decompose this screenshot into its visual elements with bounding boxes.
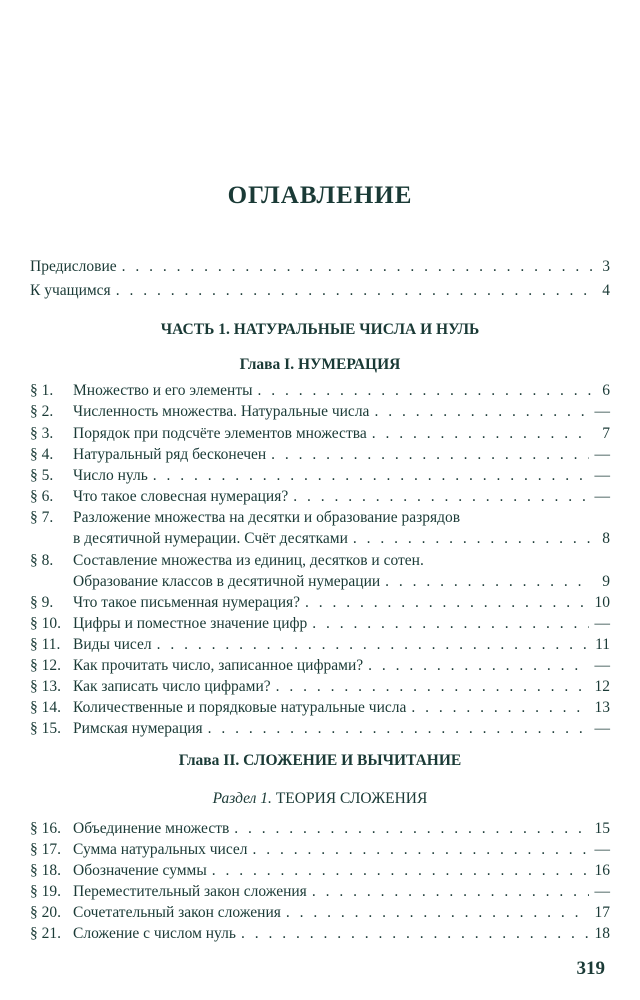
toc-entry[interactable] bbox=[30, 636, 610, 654]
toc-entry-page: 6 bbox=[602, 382, 610, 399]
dot-leader bbox=[212, 862, 589, 880]
section-heading bbox=[0, 790, 640, 808]
toc-entry-label: Что такое словесная нумерация? bbox=[73, 488, 289, 505]
toc-entry-continuation[interactable] bbox=[73, 573, 610, 591]
chapter-heading: Глава II. СЛОЖЕНИЕ И ВЫЧИТАНИЕ bbox=[178, 752, 462, 769]
dot-leader bbox=[374, 403, 588, 421]
toc-entry-page: 15 bbox=[594, 820, 610, 837]
dot-leader bbox=[258, 382, 592, 400]
toc-entry-page: 11 bbox=[595, 636, 610, 653]
toc-entry-page: — bbox=[594, 657, 610, 674]
section-number: § 8. bbox=[30, 552, 54, 569]
toc-entry[interactable] bbox=[30, 657, 610, 675]
toc-entry-label-cont: Образование классов в десятичной нумерации bbox=[73, 573, 381, 590]
toc-entry-continuation[interactable] bbox=[73, 530, 610, 548]
section-number: § 17. bbox=[30, 841, 61, 858]
section-number: § 16. bbox=[30, 820, 61, 837]
toc-entry-page: 8 bbox=[602, 530, 610, 547]
toc-entry-label-cont: в десятичной нумерации. Счёт десятками bbox=[73, 530, 348, 547]
toc-entry[interactable] bbox=[30, 678, 610, 696]
toc-entry[interactable] bbox=[30, 382, 610, 400]
section-number: § 11. bbox=[30, 636, 61, 653]
toc-entry-page: 12 bbox=[594, 678, 610, 695]
toc-entry-label: Как записать число цифрами? bbox=[73, 678, 271, 695]
toc-entry-label: Разложение множества на десятки и образование разрядов bbox=[73, 509, 461, 526]
section-number: § 19. bbox=[30, 883, 61, 900]
section-title: ТЕОРИЯ СЛОЖЕНИЯ bbox=[275, 790, 428, 807]
dot-leader bbox=[385, 573, 592, 591]
toc-entry-page: — bbox=[594, 615, 610, 632]
toc-entry-label: Сочетательный закон сложения bbox=[73, 904, 281, 921]
section-number: § 20. bbox=[30, 904, 61, 921]
section-number: § 2. bbox=[30, 403, 54, 420]
toc-entry-label: Объединение множеств bbox=[73, 820, 230, 837]
section-number: § 4. bbox=[30, 446, 54, 463]
part-heading: ЧАСТЬ 1. НАТУРАЛЬНЫЕ ЧИСЛА И НУЛЬ bbox=[160, 321, 480, 338]
section-number: § 7. bbox=[30, 509, 54, 526]
dot-leader bbox=[271, 446, 588, 464]
toc-entry-label: Множество и его элементы bbox=[73, 382, 253, 399]
page-number: 319 bbox=[576, 958, 605, 979]
toc-entry[interactable] bbox=[30, 403, 610, 421]
toc-entry-page: — bbox=[594, 883, 610, 900]
section-number: § 1. bbox=[30, 382, 54, 399]
toc-entry[interactable] bbox=[30, 720, 610, 738]
toc-entry-label: Виды чисел bbox=[73, 636, 152, 653]
dot-leader bbox=[276, 678, 589, 696]
toc-entry-label: Число нуль bbox=[73, 467, 148, 484]
toc-entry[interactable] bbox=[30, 904, 610, 922]
toc-entry-page: — bbox=[594, 446, 610, 463]
toc-entry-page: — bbox=[594, 720, 610, 737]
toc-entry-label: Что такое письменная нумерация? bbox=[73, 594, 301, 611]
toc-entry-page: 9 bbox=[602, 573, 610, 590]
dot-leader bbox=[312, 615, 588, 633]
section-number: § 3. bbox=[30, 425, 54, 442]
toc-entry-to-students[interactable] bbox=[30, 282, 610, 300]
toc-entry[interactable] bbox=[30, 594, 610, 612]
dot-leader bbox=[372, 425, 592, 443]
toc-entry[interactable] bbox=[30, 615, 610, 633]
toc-entry-page: 10 bbox=[594, 594, 610, 611]
toc-entry-page: — bbox=[594, 467, 610, 484]
toc-entry-label: Переместительный закон сложения bbox=[73, 883, 307, 900]
toc-entry-label: Сложение с числом нуль bbox=[73, 925, 236, 942]
chapter-heading: Глава I. НУМЕРАЦИЯ bbox=[239, 356, 401, 373]
dot-leader bbox=[153, 467, 589, 485]
dot-leader bbox=[253, 841, 589, 859]
section-number: § 9. bbox=[30, 594, 54, 611]
toc-entry-page: 13 bbox=[594, 699, 610, 716]
section-number: § 6. bbox=[30, 488, 54, 505]
dot-leader bbox=[122, 258, 592, 276]
dot-leader bbox=[293, 488, 588, 506]
toc-entry-label: Составление множества из единиц, десятков и сотен. bbox=[73, 552, 424, 569]
dot-leader bbox=[305, 594, 588, 612]
toc-entry-label: Численность множества. Натуральные числа bbox=[73, 403, 370, 420]
toc-entry-page: 4 bbox=[602, 282, 610, 299]
toc-entry-multiline[interactable] bbox=[30, 509, 460, 527]
dot-leader bbox=[286, 904, 589, 922]
toc-entry-page: 18 bbox=[594, 925, 610, 942]
dot-leader bbox=[208, 720, 589, 738]
toc-entry-page: 16 bbox=[594, 862, 610, 879]
toc-entry-page: 3 bbox=[602, 258, 610, 275]
toc-entry-preface[interactable] bbox=[30, 258, 610, 276]
dot-leader bbox=[353, 530, 592, 548]
section-number: § 21. bbox=[30, 925, 61, 942]
toc-entry-label: Как прочитать число, записанное цифрами? bbox=[73, 657, 364, 674]
toc-entry-label: Натуральный ряд бесконечен bbox=[73, 446, 267, 463]
dot-leader bbox=[116, 282, 592, 300]
section-number: § 5. bbox=[30, 467, 54, 484]
toc-entry[interactable] bbox=[30, 841, 610, 859]
toc-entry-label: Сумма натуральных чисел bbox=[73, 841, 248, 858]
toc-entry-page: 7 bbox=[602, 425, 610, 442]
dot-leader bbox=[234, 820, 588, 838]
section-number: § 15. bbox=[30, 720, 61, 737]
toc-entry-label: Количественные и порядковые натуральные числа bbox=[73, 699, 407, 716]
toc-entry-page: — bbox=[594, 841, 610, 858]
toc-entry-multiline[interactable] bbox=[30, 552, 424, 570]
toc-entry[interactable] bbox=[30, 425, 610, 443]
toc-entry[interactable] bbox=[30, 883, 610, 901]
toc-entry[interactable] bbox=[30, 488, 610, 506]
section-number: § 14. bbox=[30, 699, 61, 716]
toc-entry-page: — bbox=[594, 403, 610, 420]
dot-leader bbox=[157, 636, 589, 654]
section-number: § 12. bbox=[30, 657, 61, 674]
toc-entry[interactable] bbox=[30, 446, 610, 464]
toc-entry-label: К учащимся bbox=[30, 282, 111, 299]
toc-entry[interactable] bbox=[30, 820, 610, 838]
toc-entry-label: Обозначение суммы bbox=[73, 862, 207, 879]
toc-entry[interactable] bbox=[30, 467, 610, 485]
section-number: § 18. bbox=[30, 862, 61, 879]
section-number: § 13. bbox=[30, 678, 61, 695]
toc-entry-page: — bbox=[594, 488, 610, 505]
toc-entry-label: Предисловие bbox=[30, 258, 117, 275]
toc-entry[interactable] bbox=[30, 925, 610, 943]
toc-entry[interactable] bbox=[30, 699, 610, 717]
section-number: § 10. bbox=[30, 615, 61, 632]
toc-entry-label: Римская нумерация bbox=[73, 720, 203, 737]
toc-entry[interactable] bbox=[30, 862, 610, 880]
section-prefix: Раздел 1. bbox=[212, 790, 272, 807]
toc-entry-label: Порядок при подсчёте элементов множества bbox=[73, 425, 367, 442]
dot-leader bbox=[241, 925, 589, 943]
dot-leader bbox=[312, 883, 589, 901]
page-title: ОГЛАВЛЕНИЕ bbox=[227, 182, 413, 209]
toc-entry-page: 17 bbox=[594, 904, 610, 921]
dot-leader bbox=[368, 657, 588, 675]
toc-entry-label: Цифры и поместное значение цифр bbox=[73, 615, 308, 632]
dot-leader bbox=[411, 699, 588, 717]
